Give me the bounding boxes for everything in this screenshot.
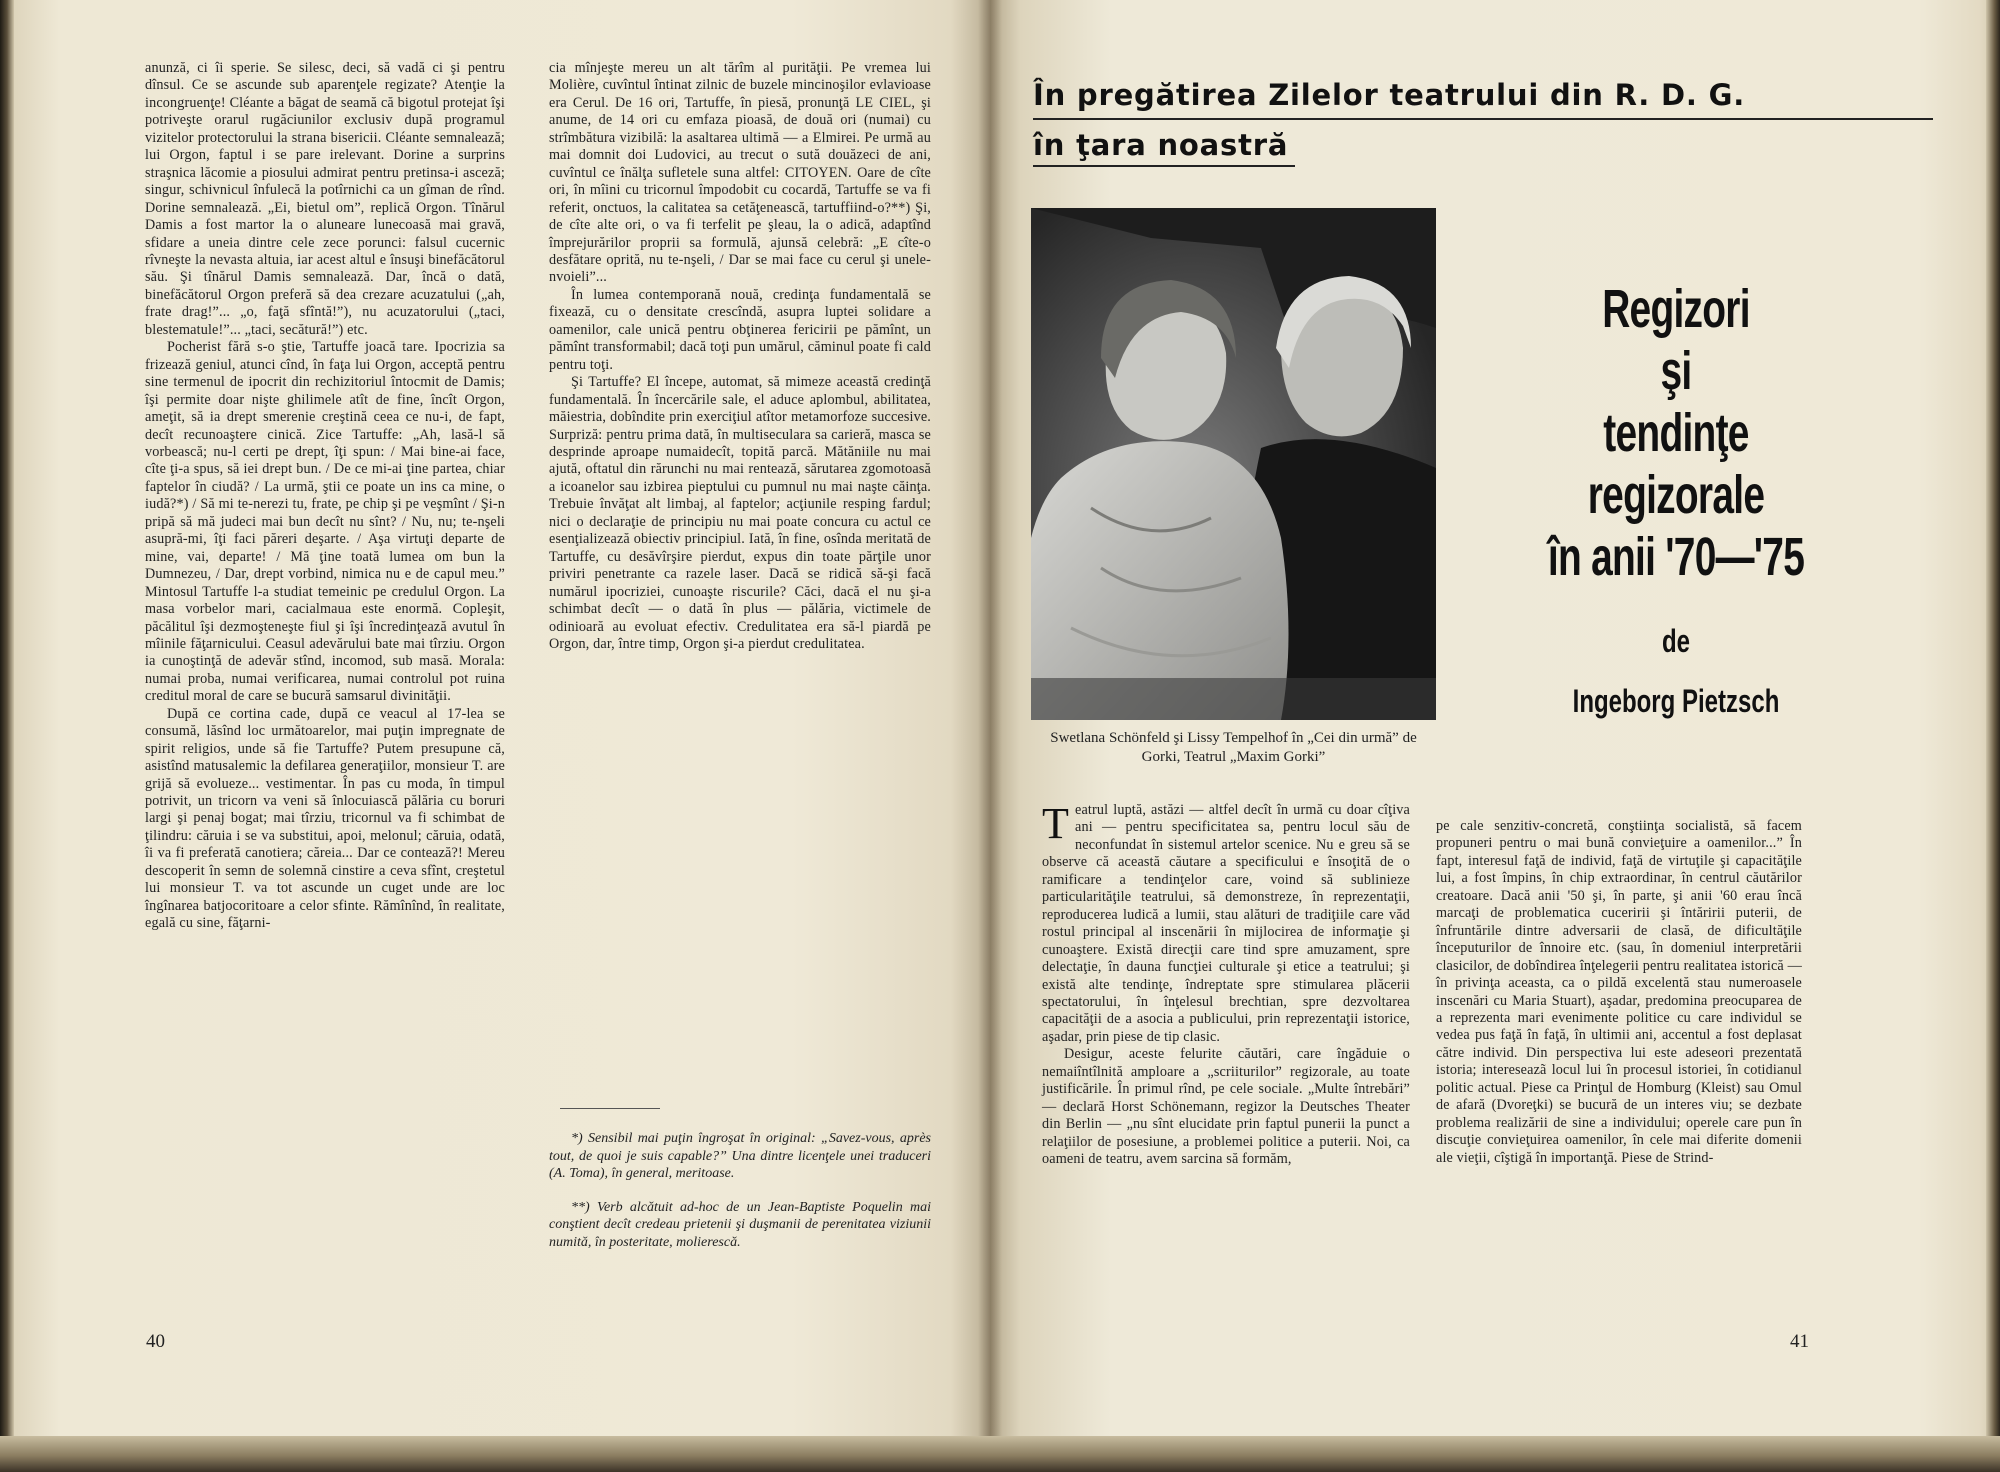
- photo-caption: Swetlana Schönfeld şi Lissy Tempelhof în „Cei din urmă” de Gorki, Teatrul „Maxim Gorki”: [1050, 730, 1417, 765]
- book-bottom-edge: [0, 1436, 2000, 1472]
- left-page: [0, 0, 990, 1472]
- section-heading-line-1: În pregătirea Zilelor teatrului din R. D. G.: [1033, 78, 1746, 112]
- drop-cap: T: [1042, 799, 1070, 848]
- book-edge-right: [1986, 0, 2000, 1472]
- footnote: *) Sensibil mai puţin îngroşat în original: „Savez-vous, après tout, de quoi je suis capable?” Una dintre licenţele unei traduceri (A. Toma), în general, meritoase.: [549, 1131, 931, 1181]
- title-line: în anii '70—'75: [1547, 527, 1805, 587]
- book-gutter: [978, 0, 1002, 1472]
- footnotes: [549, 1130, 931, 1267]
- page-number: 41: [1790, 1331, 1809, 1352]
- footnote-rule: [560, 1108, 660, 1109]
- right-column-1: [1042, 799, 1410, 1169]
- title-line: Regizori: [1602, 279, 1750, 339]
- paragraph: [1042, 799, 1410, 1046]
- footnote: **) Verb alcătuit ad-hoc de un Jean-Baptiste Poquelin mai conştient decît credeau prietenii şi duşmanii de perenitatea viziunii numită, în posteritate, molierescă.: [549, 1199, 931, 1250]
- paragraph: cia mînjeşte mereu un alt tărîm al purităţii. Pe vremea lui Molière, cuvîntul întinat zilnic de buzele mincinoşilor evlavioase era Cerul. De 16 ori, Tartuffe, în piesă, pronunţă LE CIEL, şi anume, de 14 ori cu emfaza pioasă, de două ori (numai) cu strîmbătura vizibilă: la asaltarea ultimă — a Elmirei. Pe urmă au mai domnit doi Ludovici, au trecut o sută douăzeci de ani, cuvîntul ce înălţa sufletele suna altfel: CITOYEN. Oare de cîte ori, în mîini cu tricornul împodobit cu cocardă, Tartuffe se va fi referit, onctuos, la calitatea sa cetăţenească, tartuffiind-o?**) Şi, de cîte alte ori, o va fi terfelit pe şleau, la o adică, adaptînd împrejurărilor proprii sa formulă, ajunsă celebră: „E cîte-o desfătare oprită, nu te-nşeli, / Dar se mai face cu cerul şi unele-nvoieli”...: [549, 60, 931, 286]
- heading-rule: [1033, 118, 1933, 120]
- title-line: şi: [1660, 341, 1692, 401]
- photo-illustration: [1031, 208, 1436, 720]
- left-column-1: [145, 60, 505, 933]
- section-heading-line-2: în ţara noastră: [1033, 128, 1289, 162]
- paragraph: Pocherist fără s-o ştie, Tartuffe joacă tare. Ipocrizia sa frizează geniul, atunci cînd, în faţa lui Orgon, acceptă pentru sine termenul de ipocrit din rechizitoriul întocmit de Damis; îşi permite doar nişte ghilimele atît de fine, încît Orgon, ameţit, să ia drept smerenie creştină ceea ce nu-i, de fapt, decît recunoaştere cinică. Zice Tartuffe: „Ah, lasă-l să vorbească; nu-l certi pe drept, îţi spun: / Mai bine-ai face, cîte ţi-a spus, să iei drept bun. / De ce mi-ai ţine partea, chiar faptelor în ciudă? / La urmă, ştii ce poate un ins ca mine, o iudă?*) / Să mi te-nerezi tu, frate, pe chip şi pe veşmînt / Şi-n pripă să mă judeci mai bun decît nu sînt? / Nu, nu; te-nşeli asupră-mi, îţi faci păreri deşarte. / Aşa virtuţi departe de mine, vai, departe! / Mă ţine toată lumea om bun la Dumnezeu, / Dar, drept vorbind, nimica nu e de capul meu.” Mintosul Tartuffe l-a studiat temeinic pe credulul Orgon. La masa vorbelor mari, cacialmaua este enormă. Copleşit, păcălitul îşi dezmoşteneşte fiul şi îşi încredinţează avutul în mîinile făţarnicului. Ceasul adevărului bate mai tîrziu. Orgon ia cunoştinţă de adevăr stînd, incomod, sub masă. Morala: numai proba, numai verificarea, numai controlul pot ruina creditul moral de care se bucură samsarul divinităţii.: [145, 339, 505, 705]
- theatre-photo: [1031, 208, 1436, 720]
- paragraph: După ce cortina cade, după ce veacul al 17-lea se consumă, lăsînd loc următoarelor, mai puţin impregnate de spirit religios, unde să fie Tartuffe? Putem presupune că, asistînd matusalemic la defilarea generaţiilor, monsieur T. are grijă să evolueze... vestimentar. În pas cu moda, în timpul potrivit, un tricorn va veni să înlocuiască pălăria cu boruri largi şi penaj bogat; mai tîrziu, tricornul va fi schimbat de ţilindru: căruia i se va substitui, apoi, melonul; căruia, odată, îi va fi preferată canotiera; căreia... Dar ce contează?! Mereu descoperit în semn de solemnă cinstire a ceva sfînt, creştetul lui monsieur T. va tot ascunde un cuget unde are loc îngînarea batjocoritoare a celor sfinte. Rămînînd, în realitate, egală cu sine, făţarni-: [145, 705, 505, 932]
- paragraph: anunză, ci îi sperie. Se silesc, deci, să vadă ci şi pentru dînsul. Ce se ascunde sub aparenţele regizate? Atenţie la incongruenţe! Cléante a băgat de seamă că bigotul protejat îşi potriveşte orarul rugăciunilor exclusiv după programul vizitelor protectorului la strana bisericii. Cléante semnalează; lui Orgon, faptul i se pare irelevant. Dorine a surprins straşnica lăcomie a piosului admirat pentru pretinsa-i asceză; singur, schivnicul înfulecă la potîrnichi ca un gîman de rînd. Dorine semnalează. „Ei, bietul om”, replică Orgon. Tînărul Damis a fost martor la o aluneare lunecoasă mai gravă, sfidare a uneia dintre cele zece porunci: falsul cucernic rîvneşte la nevasta altuia, iar acest altul e însuşi binefăcătorul său. Şi tînărul Damis semnalează. Dar, încă o dată, binefăcătorul Orgon preferă să dea crezare acuzatului („ah, frate drag!”... „o, faţă sfîntă!”), nu acuzatorului („taci, blestematule!”... „taci, secătură!”) etc.: [145, 60, 505, 338]
- paragraph: În lumea contemporană nouă, credinţa fundamentală se fixează, cu o densitate crescîndă, asupra luptei solidare a oamenilor, cale unică pentru obţinerea fericirii pe pămînt, un pămînt transformabil; dacă toţi pun umărul, căminul poate fi cald pentru toţi.: [549, 286, 931, 373]
- title-line: tendinţe regizorale: [1587, 403, 1765, 525]
- paragraph: Şi Tartuffe? El începe, automat, să mimeze această credinţă fundamentală. În încercările sale, el aduce aplombul, abilitatea, măiestria, dobîndite prin exerciţiul atîtor metamorfoze succesive. Surpriză: pentru prima dată, în multiseculara sa carieră, masca se desprinde aproape numaidecît, topită parcă. Mătăniile nu mai ajută, oftatul din rărunchi nu mai rentează, sărutarea zgomotoasă a icoanelor sau izbirea pieptului cu pumnul nu mai naşte căinţa. Trebuie învăţat alt limbaj, al faptelor; acţiunile resping fardul; nici o declaraţie de principiu nu mai poate concura cu actul ce esenţializează obiectiv principiul. Iată, în fine, osînda meritată de Tartuffe, cu desăvîrşire pierdut, expus din toate părţile unor priviri penetrante ca razele laser. Dacă se ridică să-şi facă numărul ipocriziei, cunoaşte riscurile? Căci, dacă el nu şi-a schimbat decît — o dată în plus — pălăria, victimele de odinioară au evoluat efectiv. Credulitatea era să-l piardă pe Orgon, dar, între timp, Orgon şi-a pierdut credulitatea.: [549, 374, 931, 652]
- paragraph: pe cale senzitiv-concretă, conştiinţa socialistă, să facem propuneri pentru o mai bună convieţuire a oamenilor...” În fapt, interesul faţă de individ, faţă de virtuţile şi capacităţile lui, a fost împins, în chip extraordinar, în centrul căutărilor creatoare. Dacă anii '50 şi, în parte, şi anii '60 erau încă marcaţi de problematica cuceririi şi întăririi puterii, de înfruntările dintre adversarii de clasă, de dificultăţile începuturilor de înnoire etc. (sau, în domeniul interpretării clasicilor, de dobîndirea înţelegerii pentru realitatea istorică — în privinţa aceasta, ca o pildă excelentă stau numeroasele inscenări cu Maria Stuart), aşadar, predomina preocuparea de a reprezenta mari evenimente politice cu care individul se vedea pus faţă în faţă, în ultimii ani, accentul a fost deplasat către individ. Din perspectiva lui este adeseori prezentată istoria; intereseazã locul lui în procesul istoriei, în cotidianul politic actual. Piese ca Prinţul de Homburg (Kleist) sau Omul de afară (Dvoreţki) se bucură de un interes viu; se dezbate problema realizării de sine a individului; operele care pun în discuţie convieţuirea oamenilor, în cele mai diferite domenii ale vieţii, cîştigă în importanţă. Piese de Strind-: [1436, 818, 1802, 1166]
- heading-underline: [1033, 165, 1295, 167]
- page-number: 40: [146, 1331, 165, 1352]
- author-name: Ingeborg Pietzsch: [1572, 683, 1780, 719]
- left-column-2: [549, 60, 931, 653]
- book-edge-left: [0, 0, 14, 1472]
- paragraph: Desigur, aceste felurite căutări, care îngăduie o nemaiîntîlnită amploare a „scriiturilor” regizorale, au toate justificările. În primul rînd, pe cele sociale. „Multe întrebări” — declară Horst Schönemann, regizor la Deutsches Theater din Berlin — „nu sînt elucidate prin faptul punerii la punct a relaţiilor de posesiune, a problemei politice a puterii. Noi, ca oameni de teatru, avem sarcina să formăm,: [1042, 1046, 1410, 1168]
- byline-prefix: de: [1661, 623, 1691, 659]
- article-title: [1446, 278, 1906, 720]
- right-column-2: [1436, 818, 1802, 1167]
- paragraph-text: eatrul luptă, astăzi — altfel decît în urmă cu doar cîţiva ani — pentru specificitatea sa, pentru locul său de neconfundat în sistemul artelor scenice. Nu e greu să se observe că această căutare a specificului e însoţită de o ramificare a tendinţelor care, voind să sublinieze particularităţile teatrului, să demonstreze, în reprezentaţii, reproducerea ludică a lumii, stau alături de tradiţiile care văd rostul principal al inscenării în mijlocirea de informaţie şi cunoaştere. Există direcţii care tind spre amuzament, spre delectaţie, în dauna funcţiei culturale şi etice a teatrului; şi există alte tendinţe, îndreptate spre stimularea plăcerii spectatorului, în înţelesul brechtian, spre dezvoltarea capacităţii de a asocia a publicului, prin reprezentaţii istorice, aşadar, prin piese de tip clasic.: [1042, 802, 1410, 1045]
